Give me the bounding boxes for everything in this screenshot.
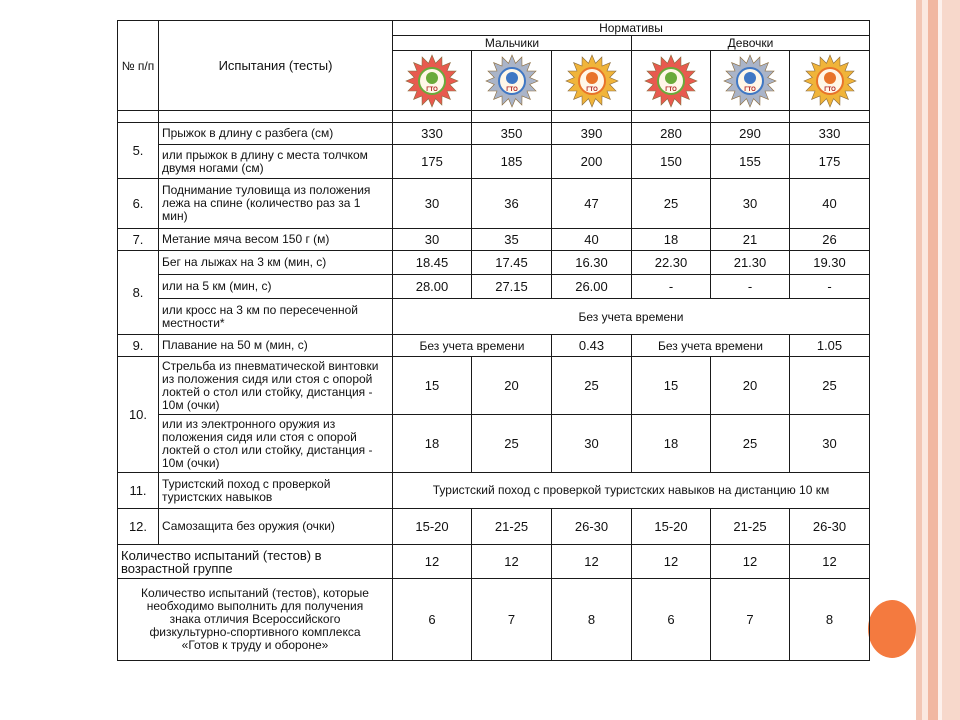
gto-badge-icon bbox=[400, 53, 464, 109]
table-row bbox=[118, 229, 870, 251]
badge-cell bbox=[472, 51, 552, 111]
badge-figure bbox=[665, 72, 677, 84]
norm-value-span: Туристский поход с проверкой туристских навыков на дистанцию 10 км bbox=[393, 473, 870, 509]
badge-figure bbox=[506, 72, 518, 84]
gto-badge-icon bbox=[560, 53, 624, 109]
norm-value: 47 bbox=[552, 179, 632, 229]
norm-value: 30 bbox=[552, 415, 632, 473]
norm-value: 21.30 bbox=[711, 251, 790, 275]
gto-norms-table bbox=[117, 20, 870, 661]
norm-value: 12 bbox=[790, 545, 870, 579]
norm-value: 15 bbox=[632, 357, 711, 415]
table-row bbox=[118, 415, 870, 473]
num-header: № п/п bbox=[118, 21, 159, 111]
norm-value: 18.45 bbox=[393, 251, 472, 275]
norm-value: 17.45 bbox=[472, 251, 552, 275]
test-name: Поднимание туловища из положения лежа на спине (количество раз за 1 мин) bbox=[159, 179, 393, 229]
table-row bbox=[118, 145, 870, 179]
table-row bbox=[118, 579, 870, 661]
norm-value: 1.05 bbox=[790, 335, 870, 357]
table-row bbox=[118, 275, 870, 299]
badge-text: ГТО bbox=[823, 86, 836, 93]
norm-value: 19.30 bbox=[790, 251, 870, 275]
spacer-cell bbox=[790, 111, 870, 123]
norm-value: 12 bbox=[393, 545, 472, 579]
norm-value: - bbox=[711, 275, 790, 299]
spacer-cell bbox=[159, 111, 393, 123]
norm-value: 16.30 bbox=[552, 251, 632, 275]
gto-badge-icon bbox=[480, 53, 544, 109]
norm-value: 6 bbox=[393, 579, 472, 661]
row-number: 7. bbox=[118, 229, 159, 251]
norm-value: 12 bbox=[711, 545, 790, 579]
table-row bbox=[118, 299, 870, 335]
norm-value: 15-20 bbox=[393, 509, 472, 545]
norm-value: 30 bbox=[393, 229, 472, 251]
norm-value: 22.30 bbox=[632, 251, 711, 275]
table-row bbox=[118, 545, 870, 579]
norm-value: 330 bbox=[790, 123, 870, 145]
norm-value: 30 bbox=[711, 179, 790, 229]
test-name: Прыжок в длину с разбега (см) bbox=[159, 123, 393, 145]
norm-value: 18 bbox=[632, 415, 711, 473]
test-name: или кросс на 3 км по пересеченной местности* bbox=[159, 299, 393, 335]
spacer-cell bbox=[711, 111, 790, 123]
norm-value: 0.43 bbox=[552, 335, 632, 357]
norm-value: 28.00 bbox=[393, 275, 472, 299]
table-row bbox=[118, 335, 870, 357]
norm-value: 12 bbox=[632, 545, 711, 579]
spacer-cell bbox=[552, 111, 632, 123]
badge-figure bbox=[586, 72, 598, 84]
norm-value: 26-30 bbox=[790, 509, 870, 545]
norm-value: 175 bbox=[393, 145, 472, 179]
spacer-cell bbox=[472, 111, 552, 123]
badge-text: ГТО bbox=[585, 86, 598, 93]
badge-figure bbox=[744, 72, 756, 84]
norm-value-span: Без учета времени bbox=[632, 335, 790, 357]
norm-value: 15-20 bbox=[632, 509, 711, 545]
norm-value: 12 bbox=[552, 545, 632, 579]
norm-value: 7 bbox=[472, 579, 552, 661]
test-name: или прыжок в длину с места толчком двумя ногами (см) bbox=[159, 145, 393, 179]
norm-value: 25 bbox=[472, 415, 552, 473]
test-name: Бег на лыжах на 3 км (мин, с) bbox=[159, 251, 393, 275]
test-name: Стрельба из пневматической винтовки из положения сидя или стоя с опорой локтей о стол или стойку, дистанция - 10м (очки) bbox=[159, 357, 393, 415]
norm-value: 185 bbox=[472, 145, 552, 179]
row-number: 8. bbox=[118, 251, 159, 335]
norm-value: 25 bbox=[632, 179, 711, 229]
norms-header: Нормативы bbox=[393, 21, 870, 36]
norm-value: 25 bbox=[790, 357, 870, 415]
gto-badge-icon bbox=[798, 53, 862, 109]
table-row bbox=[118, 473, 870, 509]
norm-value: 8 bbox=[790, 579, 870, 661]
norm-value: 18 bbox=[632, 229, 711, 251]
norm-value: 21-25 bbox=[711, 509, 790, 545]
tests-header: Испытания (тесты) bbox=[159, 21, 393, 111]
table-row bbox=[118, 509, 870, 545]
gto-badge-icon bbox=[639, 53, 703, 109]
boys-header: Мальчики bbox=[393, 36, 632, 51]
badge-cell bbox=[790, 51, 870, 111]
test-name: или на 5 км (мин, с) bbox=[159, 275, 393, 299]
total-label: Количество испытаний (тестов) в возрастной группе bbox=[118, 545, 393, 579]
norm-value: 26.00 bbox=[552, 275, 632, 299]
norm-value: 20 bbox=[711, 357, 790, 415]
norm-value: 12 bbox=[472, 545, 552, 579]
norm-value: 155 bbox=[711, 145, 790, 179]
badge-figure bbox=[426, 72, 438, 84]
norm-value: 40 bbox=[790, 179, 870, 229]
badge-cell bbox=[393, 51, 472, 111]
norm-value: 280 bbox=[632, 123, 711, 145]
norm-value: 175 bbox=[790, 145, 870, 179]
table-row bbox=[118, 357, 870, 415]
norm-value: 21-25 bbox=[472, 509, 552, 545]
badge-text: ГТО bbox=[665, 86, 677, 93]
norm-value: 6 bbox=[632, 579, 711, 661]
norm-value: 18 bbox=[393, 415, 472, 473]
norm-value: 26-30 bbox=[552, 509, 632, 545]
row-number: 6. bbox=[118, 179, 159, 229]
decor-stripe bbox=[942, 0, 960, 720]
badge-figure bbox=[824, 72, 836, 84]
norm-value: 330 bbox=[393, 123, 472, 145]
norm-value: 25 bbox=[711, 415, 790, 473]
norm-value: 20 bbox=[472, 357, 552, 415]
badge-cell bbox=[711, 51, 790, 111]
gto-badge-icon bbox=[718, 53, 782, 109]
norm-value: 7 bbox=[711, 579, 790, 661]
badge-req-label: Количество испытаний (тестов), которые необходимо выполнить для получения знака отличия Всероссийского физкультурно-спортивного комплекса «Готов к труду и обороне» bbox=[118, 579, 393, 661]
norm-value: 30 bbox=[790, 415, 870, 473]
norm-value: - bbox=[632, 275, 711, 299]
badge-text: ГТО bbox=[426, 86, 438, 93]
norm-value: 350 bbox=[472, 123, 552, 145]
badge-text: ГТО bbox=[505, 86, 518, 93]
badge-cell bbox=[552, 51, 632, 111]
test-name: Метание мяча весом 150 г (м) bbox=[159, 229, 393, 251]
norm-value: 30 bbox=[393, 179, 472, 229]
row-number: 5. bbox=[118, 123, 159, 179]
norm-value-span: Без учета времени bbox=[393, 299, 870, 335]
norm-value: 26 bbox=[790, 229, 870, 251]
norm-value: 36 bbox=[472, 179, 552, 229]
norm-value-span: Без учета времени bbox=[393, 335, 552, 357]
spacer-cell bbox=[632, 111, 711, 123]
badge-text: ГТО bbox=[744, 86, 756, 93]
norm-value: 15 bbox=[393, 357, 472, 415]
row-number: 12. bbox=[118, 509, 159, 545]
norm-value: 390 bbox=[552, 123, 632, 145]
norm-value: 27.15 bbox=[472, 275, 552, 299]
table-row bbox=[118, 123, 870, 145]
girls-header: Девочки bbox=[632, 36, 870, 51]
table-row bbox=[118, 251, 870, 275]
norm-value: 25 bbox=[552, 357, 632, 415]
norm-value: 290 bbox=[711, 123, 790, 145]
spacer-cell bbox=[118, 111, 159, 123]
norm-value: 35 bbox=[472, 229, 552, 251]
badge-cell bbox=[632, 51, 711, 111]
table-row bbox=[118, 179, 870, 229]
row-number: 9. bbox=[118, 335, 159, 357]
spacer-cell bbox=[393, 111, 472, 123]
norm-value: 21 bbox=[711, 229, 790, 251]
test-name: Туристский поход с проверкой туристских навыков bbox=[159, 473, 393, 509]
norm-value: 8 bbox=[552, 579, 632, 661]
norm-value: 150 bbox=[632, 145, 711, 179]
norm-value: 200 bbox=[552, 145, 632, 179]
test-name: Самозащита без оружия (очки) bbox=[159, 509, 393, 545]
row-number: 10. bbox=[118, 357, 159, 473]
decor-stripe bbox=[928, 0, 938, 720]
decor-circle bbox=[868, 600, 916, 658]
norm-value: 40 bbox=[552, 229, 632, 251]
row-number: 11. bbox=[118, 473, 159, 509]
test-name: Плавание на 50 м (мин, с) bbox=[159, 335, 393, 357]
norm-value: - bbox=[790, 275, 870, 299]
test-name: или из электронного оружия из положения сидя или стоя с опорой локтей о стол или стойку, дистанция - 10м (очки) bbox=[159, 415, 393, 473]
